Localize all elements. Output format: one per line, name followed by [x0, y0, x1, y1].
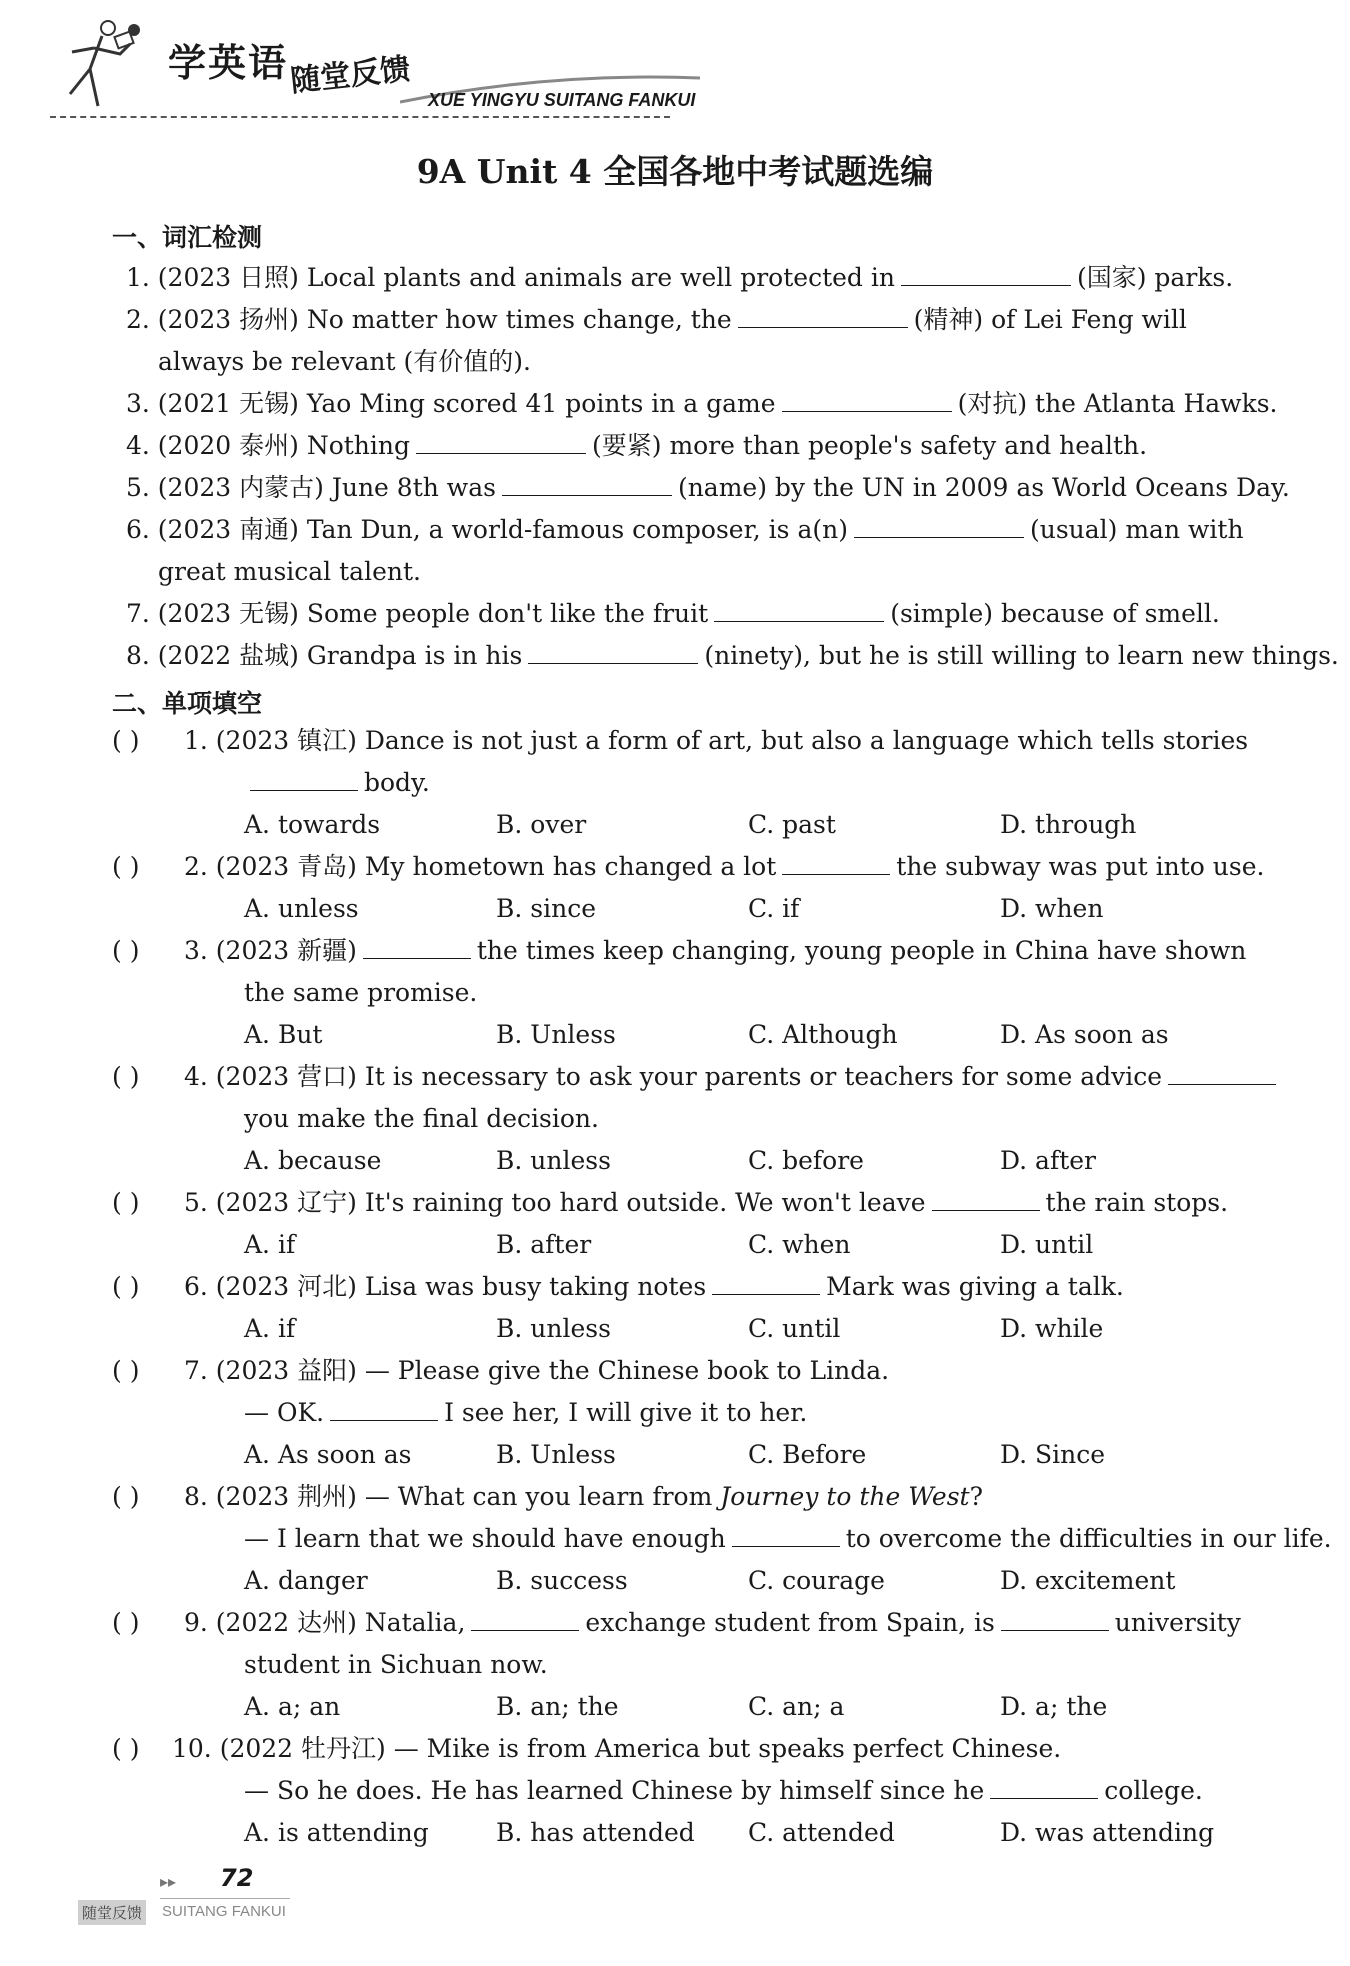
option-d[interactable]: D. after: [1000, 1146, 1096, 1175]
question-line: 8. (2023 荆州) — What can you learn from Journey to the West?: [184, 1482, 984, 1511]
question-line: 10. (2022 牡丹江) — Mike is from America but speaks perfect Chinese.: [172, 1734, 1062, 1763]
answer-blank[interactable]: [732, 1522, 840, 1547]
question-line: body.: [244, 766, 430, 800]
answer-parenthesis[interactable]: ( ): [112, 726, 140, 755]
option-b[interactable]: B. unless: [496, 1146, 611, 1175]
option-b[interactable]: B. has attended: [496, 1818, 695, 1847]
answer-parenthesis[interactable]: ( ): [112, 1482, 140, 1511]
answer-blank[interactable]: [1001, 1606, 1109, 1631]
brand-pinyin: XUE YINGYU SUITANG FANKUI: [428, 90, 696, 110]
answer-blank[interactable]: [901, 261, 1071, 286]
option-a[interactable]: A. a; an: [244, 1692, 341, 1721]
vocab-item: 2. (2023 扬州) No matter how times change, the (精神) of Lei Feng will: [126, 305, 1187, 334]
section-heading-vocabulary: 一、词汇检测: [112, 223, 263, 252]
section-heading-single-choice: 二、单项填空: [112, 689, 263, 718]
option-a[interactable]: A. if: [244, 1314, 296, 1343]
option-b[interactable]: B. over: [496, 810, 587, 839]
option-a[interactable]: A. danger: [244, 1566, 368, 1595]
option-d[interactable]: D. while: [1000, 1314, 1104, 1343]
question-line: 7. (2023 益阳) — Please give the Chinese book to Linda.: [184, 1356, 890, 1385]
option-a[interactable]: A. towards: [244, 810, 381, 839]
answer-parenthesis[interactable]: ( ): [112, 1608, 140, 1637]
question-line: 4. (2023 营口) It is necessary to ask your parents or teachers for some advice: [184, 1060, 1282, 1094]
answer-blank[interactable]: [854, 513, 1024, 538]
page-number: 72: [220, 1864, 254, 1892]
option-c[interactable]: C. attended: [748, 1818, 895, 1847]
vocab-item: 4. (2020 泰州) Nothing (要紧) more than people's safety and health.: [126, 431, 1148, 460]
page-header: [50, 14, 1320, 124]
question-line: the same promise.: [244, 978, 478, 1007]
answer-blank[interactable]: [990, 1774, 1098, 1799]
option-b[interactable]: B. after: [496, 1230, 592, 1259]
answer-blank[interactable]: [714, 597, 884, 622]
answer-parenthesis[interactable]: ( ): [112, 852, 140, 881]
option-c[interactable]: C. courage: [748, 1566, 885, 1595]
vocab-item: 3. (2021 无锡) Yao Ming scored 41 points in a game (对抗) the Atlanta Hawks.: [126, 389, 1278, 418]
brand-subtitle: 随堂反馈: [288, 51, 412, 100]
option-c[interactable]: C. before: [748, 1146, 864, 1175]
answer-blank[interactable]: [1168, 1060, 1276, 1085]
vocab-item: 1. (2023 日照) Local plants and animals are well protected in (国家) parks.: [126, 263, 1234, 292]
option-d[interactable]: D. when: [1000, 894, 1104, 923]
answer-parenthesis[interactable]: ( ): [112, 1356, 140, 1385]
answer-parenthesis[interactable]: ( ): [112, 1734, 140, 1763]
option-a[interactable]: A. if: [244, 1230, 296, 1259]
option-a[interactable]: A. But: [244, 1020, 323, 1049]
question-line: 9. (2022 达州) Natalia, exchange student from Spain, is university: [184, 1608, 1241, 1637]
vocab-item-continued: great musical talent.: [158, 557, 421, 586]
option-d[interactable]: D. through: [1000, 810, 1137, 839]
question-line: 3. (2023 新疆) the times keep changing, young people in China have shown: [184, 936, 1247, 965]
answer-blank[interactable]: [782, 387, 952, 412]
answer-blank[interactable]: [416, 429, 586, 454]
footer-pinyin: SUITANG FANKUI: [162, 1903, 286, 1920]
option-d[interactable]: D. excitement: [1000, 1566, 1176, 1595]
question-line: 5. (2023 辽宁) It's raining too hard outside. We won't leave the rain stops.: [184, 1188, 1229, 1217]
option-c[interactable]: C. past: [748, 810, 836, 839]
page-title: 9A Unit 4 全国各地中考试题选编: [416, 152, 934, 191]
option-d[interactable]: D. a; the: [1000, 1692, 1108, 1721]
question-line: 1. (2023 镇江) Dance is not just a form of art, but also a language which tells stories: [184, 726, 1249, 755]
option-d[interactable]: D. Since: [1000, 1440, 1106, 1469]
answer-blank[interactable]: [330, 1396, 438, 1421]
vocab-item: 5. (2023 内蒙古) June 8th was (name) by the UN in 2009 as World Oceans Day.: [126, 473, 1290, 502]
footer-label: 随堂反馈: [78, 1900, 146, 1925]
option-c[interactable]: C. when: [748, 1230, 851, 1259]
option-d[interactable]: D. As soon as: [1000, 1020, 1169, 1049]
question-line: 6. (2023 河北) Lisa was busy taking notes Mark was giving a talk.: [184, 1272, 1124, 1301]
student-figure-icon: [50, 14, 150, 114]
option-b[interactable]: B. an; the: [496, 1692, 619, 1721]
question-line: — So he does. He has learned Chinese by himself since he college.: [244, 1776, 1203, 1805]
answer-blank[interactable]: [782, 850, 890, 875]
option-c[interactable]: C. an; a: [748, 1692, 845, 1721]
answer-parenthesis[interactable]: ( ): [112, 1188, 140, 1217]
option-d[interactable]: D. until: [1000, 1230, 1094, 1259]
option-a[interactable]: A. unless: [244, 894, 359, 923]
question-line: you make the final decision.: [244, 1104, 599, 1133]
answer-blank[interactable]: [363, 934, 471, 959]
option-a[interactable]: A. because: [244, 1146, 382, 1175]
option-a[interactable]: A. As soon as: [244, 1440, 412, 1469]
option-b[interactable]: B. success: [496, 1566, 628, 1595]
answer-blank[interactable]: [471, 1606, 579, 1631]
answer-blank[interactable]: [502, 471, 672, 496]
answer-parenthesis[interactable]: ( ): [112, 936, 140, 965]
header-divider: [50, 116, 670, 118]
option-c[interactable]: C. Before: [748, 1440, 867, 1469]
vocab-item-continued: always be relevant (有价值的).: [158, 347, 531, 376]
option-c[interactable]: C. Although: [748, 1020, 898, 1049]
question-line: — OK. I see her, I will give it to her.: [244, 1398, 808, 1427]
option-b[interactable]: B. unless: [496, 1314, 611, 1343]
option-d[interactable]: D. was attending: [1000, 1818, 1215, 1847]
answer-blank[interactable]: [932, 1186, 1040, 1211]
question-line: student in Sichuan now.: [244, 1650, 548, 1679]
brand-title: 学英语: [168, 41, 289, 85]
answer-parenthesis[interactable]: ( ): [112, 1272, 140, 1301]
option-b[interactable]: B. since: [496, 894, 596, 923]
answer-blank[interactable]: [738, 303, 908, 328]
question-line: — I learn that we should have enough to overcome the difficulties in our life.: [244, 1524, 1332, 1553]
option-b[interactable]: B. Unless: [496, 1020, 616, 1049]
option-c[interactable]: C. if: [748, 894, 800, 923]
question-line: 2. (2023 青岛) My hometown has changed a lot the subway was put into use.: [184, 852, 1265, 881]
answer-blank[interactable]: [528, 639, 698, 664]
option-a[interactable]: A. is attending: [244, 1818, 429, 1847]
double-arrow-icon: ▸▸: [160, 1872, 177, 1891]
answer-parenthesis[interactable]: ( ): [112, 1062, 140, 1091]
option-c[interactable]: C. until: [748, 1314, 841, 1343]
vocab-item: 7. (2023 无锡) Some people don't like the fruit (simple) because of smell.: [126, 599, 1220, 628]
answer-blank[interactable]: [250, 766, 358, 791]
answer-blank[interactable]: [712, 1270, 820, 1295]
vocab-item: 6. (2023 南通) Tan Dun, a world-famous composer, is a(n) (usual) man with: [126, 515, 1244, 544]
footer-divider: [160, 1898, 290, 1899]
option-b[interactable]: B. Unless: [496, 1440, 616, 1469]
vocab-item: 8. (2022 盐城) Grandpa is in his (ninety), but he is still willing to learn new things.: [126, 641, 1339, 670]
